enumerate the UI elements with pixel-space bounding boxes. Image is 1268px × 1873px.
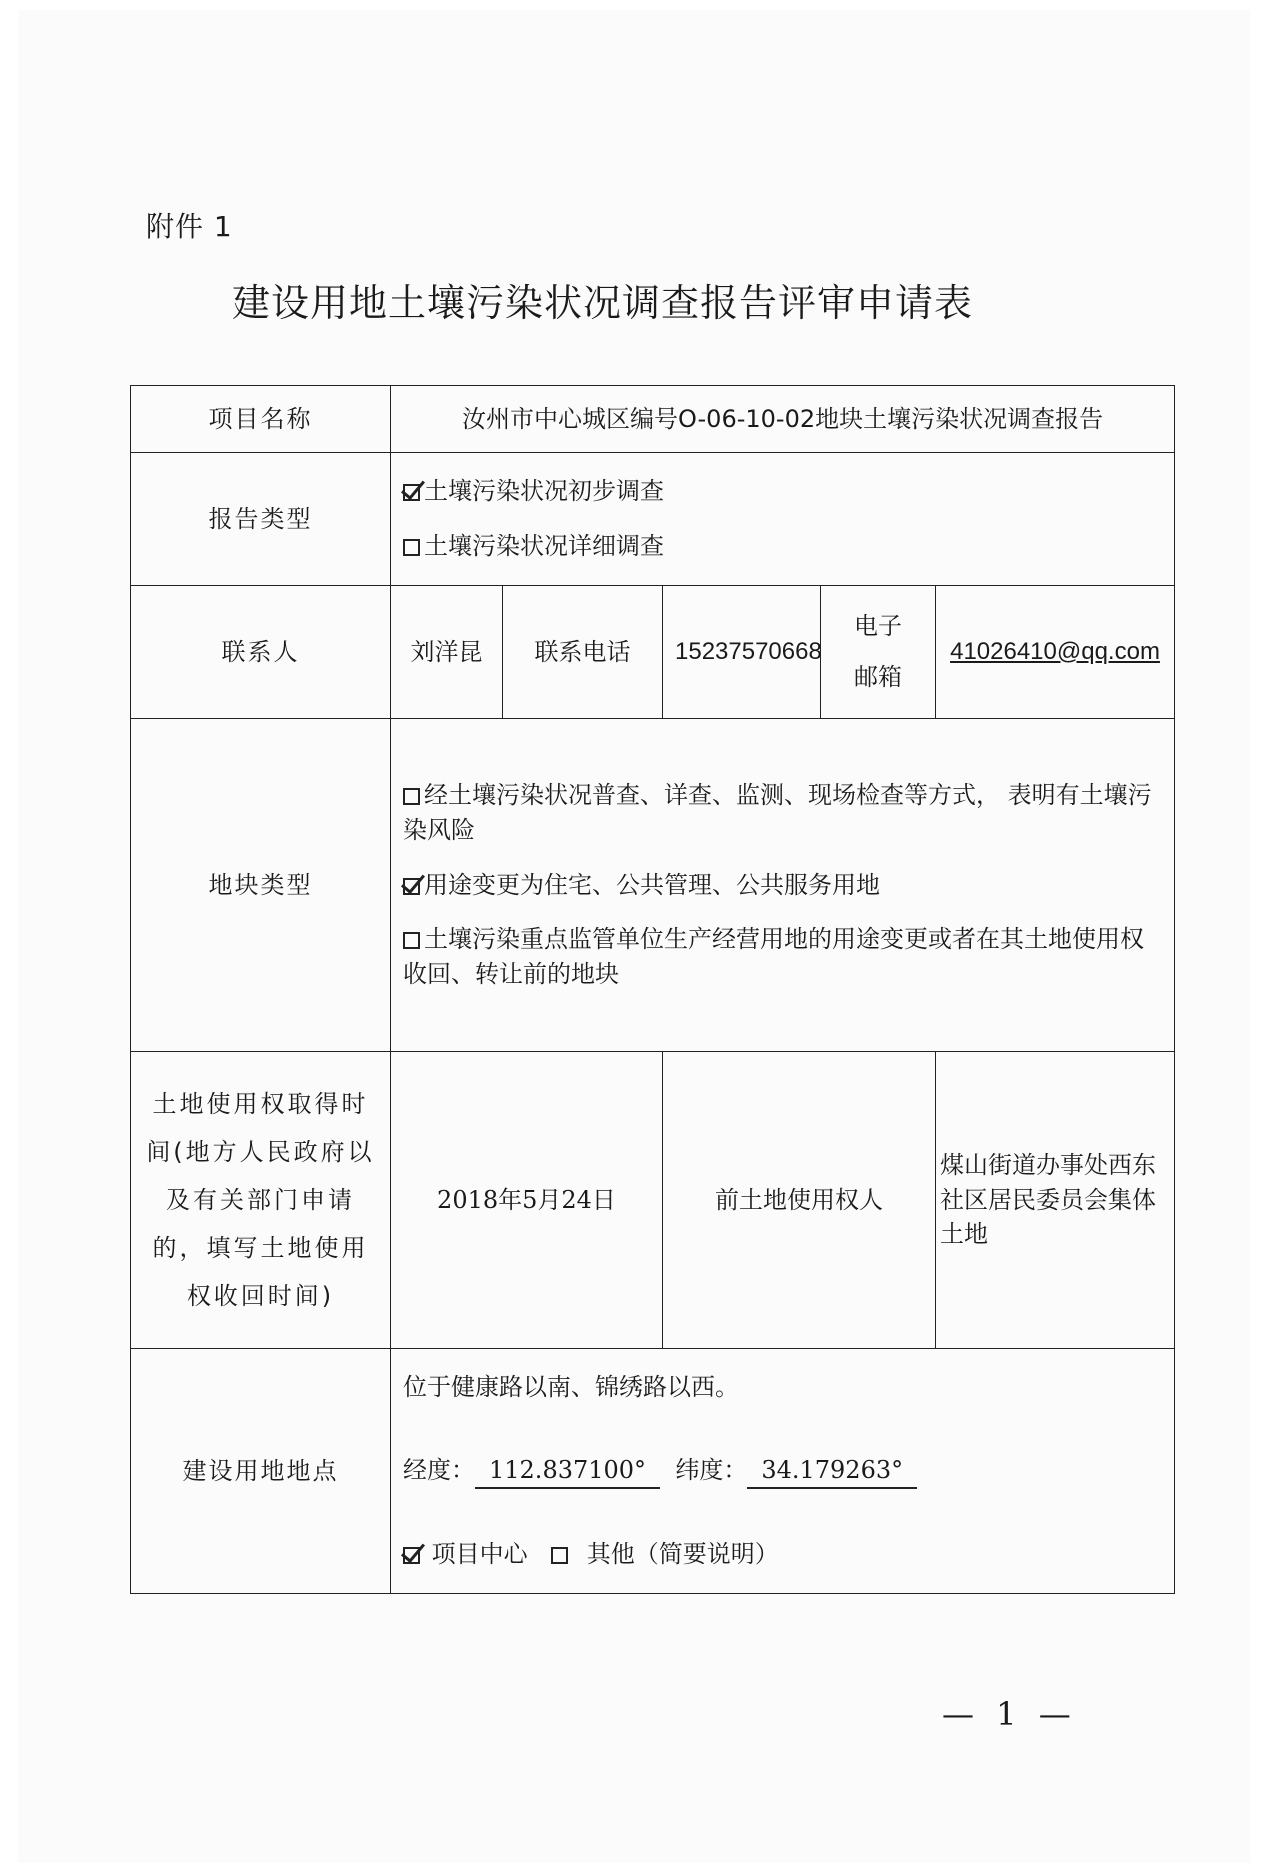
email-label-line2: 邮箱 [854, 663, 902, 691]
option-label: 土壤污染状况初步调查 [424, 477, 664, 506]
empty-checkbox-icon[interactable] [551, 1547, 568, 1564]
report-type-label: 报告类型 [131, 453, 391, 586]
plot-type-option-risk [403, 768, 1162, 858]
option-label: 用途变更为住宅、公共管理、公共服务用地 [424, 870, 880, 899]
plot-type-options [391, 719, 1175, 1052]
phone-value: 15237570668 [663, 586, 821, 719]
page-number: — 1 — [942, 1695, 1077, 1733]
phone-label: 联系电话 [503, 586, 663, 719]
empty-checkbox-icon[interactable] [403, 932, 420, 949]
application-form-table [130, 385, 1175, 1594]
option-label: 土壤污染重点监管单位生产经营用地的用途变更或者在其土地使用权收回、转让前的地块 [403, 925, 1144, 989]
location-description: 位于健康路以南、锦绣路以西。 [403, 1372, 739, 1401]
report-type-options [391, 453, 1175, 586]
email-label-line1: 电子 [854, 612, 902, 641]
latitude-label: 纬度： [675, 1455, 748, 1484]
attachment-label: 附件 1 [146, 210, 233, 243]
location-options [403, 1537, 1162, 1572]
location-label: 建设用地地点 [131, 1349, 391, 1594]
email-value: 41026410@qq.com [936, 586, 1175, 719]
land-use-right-date: 2018年5月24日 [391, 1052, 663, 1349]
project-name-label: 项目名称 [131, 386, 391, 453]
plot-type-option-use-change [403, 858, 1162, 913]
longitude-value[interactable]: 112.837100° [475, 1453, 660, 1490]
longitude-label: 经度： [403, 1455, 475, 1484]
report-type-option-preliminary [403, 464, 1162, 519]
checked-checkbox-icon[interactable] [403, 484, 420, 501]
email-label [821, 586, 936, 719]
plot-type-row [131, 719, 1175, 1052]
empty-checkbox-icon[interactable] [403, 539, 420, 556]
land-use-right-row [131, 1052, 1175, 1349]
contact-name: 刘洋昆 [391, 586, 503, 719]
checked-checkbox-icon[interactable] [403, 1547, 420, 1564]
plot-type-label: 地块类型 [131, 719, 391, 1052]
plot-type-option-key-unit [403, 912, 1162, 1002]
latitude-value[interactable]: 34.179263° [747, 1453, 917, 1490]
option-label: 其他（简要说明） [586, 1540, 779, 1569]
report-type-row [131, 453, 1175, 586]
coordinates-line [403, 1453, 1162, 1538]
report-type-option-detailed [403, 519, 1162, 574]
empty-checkbox-icon[interactable] [403, 788, 420, 805]
option-label: 项目中心 [431, 1540, 528, 1569]
document-title: 建设用地土壤污染状况调查报告评审申请表 [232, 281, 974, 325]
project-name-row [131, 386, 1175, 453]
contact-row [131, 586, 1175, 719]
location-content [391, 1349, 1175, 1594]
contact-label: 联系人 [131, 586, 391, 719]
former-owner-value: 煤山街道办事处西东社区居民委员会集体土地 [936, 1052, 1175, 1349]
former-owner-label: 前土地使用权人 [663, 1052, 936, 1349]
project-name-value: 汝州市中心城区编号O-06-10-02地块土壤污染状况调查报告 [391, 386, 1175, 453]
option-label: 经土壤污染状况普查、详查、监测、现场检查等方式， 表明有土壤污染风险 [403, 781, 1152, 844]
checked-checkbox-icon[interactable] [403, 878, 420, 895]
location-row [131, 1349, 1175, 1594]
land-use-right-label: 土地使用权取得时间(地方人民政府以及有关部门申请的，填写土地使用权收回时间) [131, 1052, 391, 1349]
option-label: 土壤污染状况详细调查 [424, 532, 664, 560]
